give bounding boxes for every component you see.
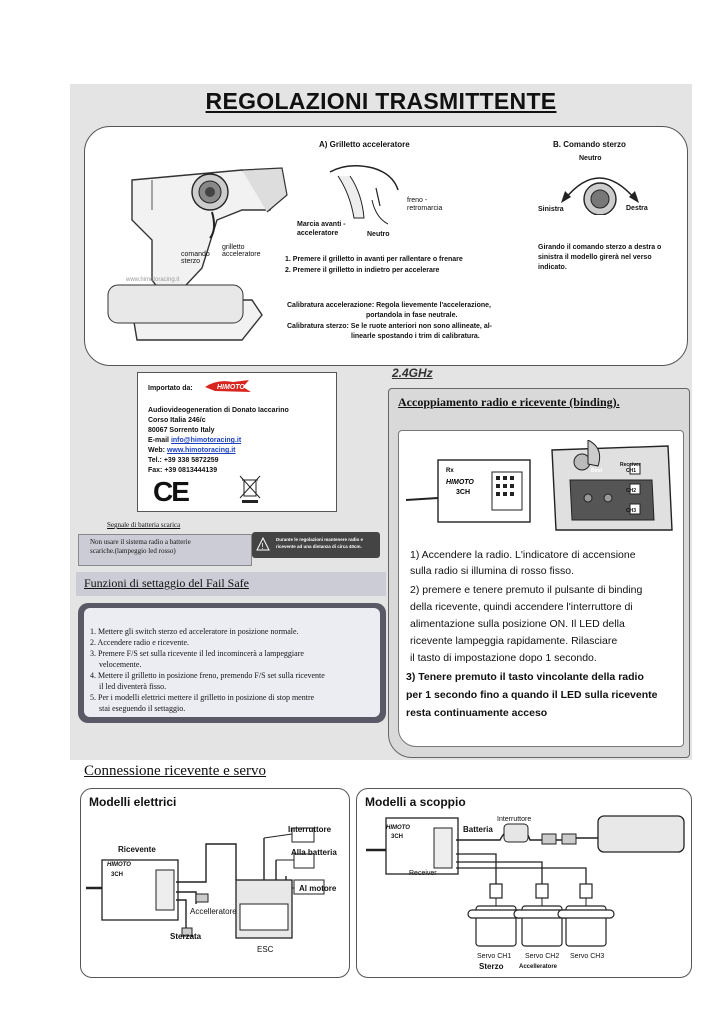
- badge-24ghz: 2.4GHz: [392, 366, 433, 380]
- importer-web-row: [148, 447, 236, 454]
- label-acceleratore-servo: Accelleratore: [519, 964, 558, 970]
- label-sterzata: Sterzata: [170, 932, 202, 941]
- rx-brand-electric: HIMOTO: [107, 862, 131, 868]
- label-servo-ch2: Servo CH2: [525, 953, 560, 960]
- bind-step2-e: il tasto di impostazione dopo 1 secondo.: [410, 652, 597, 664]
- failsafe-step-4b: il led diventerà fisso.: [99, 682, 167, 691]
- failsafe-step-5: 5. Per i modelli elettrici mettere il grilletto in posizione di stop mentre: [90, 693, 315, 702]
- himoto-logo: [203, 378, 253, 394]
- steer-note-2: sinistra il modello girerà nel verso: [538, 254, 652, 261]
- importer-line1: Audiovideogeneration di Donato Iaccarino: [148, 407, 289, 414]
- label-interruttore: Interruttore: [288, 825, 332, 834]
- bind-step3-c: resta continuamente acceso: [406, 707, 548, 719]
- page-title: REGOLAZIONI TRASMITTENTE: [205, 88, 557, 114]
- battery-text-1: Non usare il sistema radio a batterie: [90, 538, 191, 546]
- label-grilletto-acc: acceleratore: [222, 251, 261, 258]
- trigger-diagram: [318, 160, 418, 240]
- web-link[interactable]: www.himotoracing.it: [166, 447, 236, 454]
- importer-email-row: [148, 437, 241, 444]
- label-comando: comando: [181, 251, 210, 258]
- rx-brand-gas: HIMOTO: [386, 825, 410, 831]
- label-interruttore-gas: Interruttore: [497, 816, 532, 823]
- gas-title: Modelli a scoppio: [365, 795, 466, 809]
- bind-step3-b: per 1 secondo fino a quando il LED sulla ricevente: [406, 689, 658, 701]
- label-esc: ESC: [257, 945, 274, 954]
- label-marcia: Marcia avanti -: [297, 221, 346, 228]
- label-servo-ch3: Servo CH3: [570, 953, 605, 960]
- trigger-step-2: 2. Premere il grilletto in indietro per accelerare: [285, 267, 440, 274]
- label-sterzo-servo: Sterzo: [479, 962, 504, 971]
- watermark: www.himotoracing.it: [126, 277, 180, 283]
- bind-step2-a: 2) premere e tenere premuto il pulsante di binding: [410, 584, 643, 596]
- cal-accel-2: portandola in fase neutrale.: [366, 312, 458, 319]
- failsafe-step-4: 4. Mettere il grilletto in posizione freno, premendo F/S set sulla ricevente: [90, 671, 325, 680]
- failsafe-step-2: 2. Accendere radio e ricevente.: [90, 638, 190, 647]
- label-sterzo: sterzo: [181, 258, 201, 265]
- bind-label: Bind: [591, 468, 603, 474]
- svg-text:!: !: [261, 542, 264, 551]
- label-al-motore: Al motore: [299, 884, 337, 893]
- rx-ch-electric: 3CH: [111, 872, 124, 878]
- steer-sinistra: Sinistra: [538, 206, 564, 213]
- trigger-step-1: 1. Premere il grilletto in avanti per rallentare o frenare: [285, 256, 463, 263]
- svg-text:Rx: Rx: [446, 468, 454, 474]
- svg-text:HIMOTO: HIMOTO: [446, 479, 474, 486]
- transmitter-illustration: [92, 150, 292, 350]
- section-b-title: B. Comando sterzo: [553, 140, 626, 149]
- electric-title: Modelli elettrici: [89, 795, 177, 809]
- cal-accel-1: Calibratura accelerazione: Regola lievemente l'accelerazione,: [287, 302, 491, 309]
- importer-label: Importato da:: [148, 385, 193, 392]
- svg-text:3CH: 3CH: [456, 489, 471, 496]
- label-neutro: Neutro: [367, 231, 390, 238]
- label-retromarcia: retromarcia: [407, 205, 443, 212]
- bind-ch3: CH3: [626, 508, 637, 514]
- email-link[interactable]: info@himotoracing.it: [170, 437, 242, 444]
- cal-steer-1: Calibratura sterzo: Se le ruote anteriori non sono allineate, al-: [287, 323, 492, 330]
- importer-line2: Corso Italia 246/c: [148, 417, 206, 424]
- bind-step1-a: 1) Accendere la radio. L'indicatore di accensione: [410, 549, 636, 561]
- label-batteria: Batteria: [463, 825, 493, 834]
- bind-step3-a: 3) Tenere premuto il tasto vincolante della radio: [406, 671, 644, 683]
- bind-step2-c: alimentazione sulla posizione ON. Il LED della: [410, 618, 625, 630]
- binding-illustration: [406, 440, 678, 536]
- steer-neutro: Neutro: [579, 155, 602, 162]
- cal-steer-2: linearle spostando i trim di calibratura.: [351, 333, 480, 340]
- battery-title: Segnale di batteria scarica: [107, 521, 181, 529]
- failsafe-step-3: 3. Premere F/S set sulla ricevente il led incomincerà a lampeggiare: [90, 649, 304, 658]
- failsafe-step-5b: stai eseguendo il settaggio.: [99, 704, 186, 713]
- warning-text-2: ricevente ad una distanza di circa 40cm.: [276, 544, 362, 549]
- web-label: Web:: [148, 447, 167, 454]
- gas-wiring-diagram: [366, 810, 686, 960]
- bind-ch2: CH2: [626, 488, 637, 494]
- importer-tel: Tel.: +39 338 5872259: [148, 457, 219, 464]
- label-grilletto: grilletto: [222, 244, 245, 251]
- rx-ch-gas: 3CH: [391, 834, 404, 840]
- bind-step2-b: della ricevente, quindi accendere l'interruttore di: [410, 601, 633, 613]
- bind-receiver-label: Receiver: [620, 462, 641, 468]
- bind-step2-d: ricevente lampeggia rapidamente. Rilasciare: [410, 635, 618, 647]
- label-alla-batteria: Alla batteria: [291, 848, 337, 857]
- bind-ch1: CH1: [626, 468, 637, 474]
- failsafe-step-3b: velocemente.: [99, 660, 142, 669]
- label-freno: freno -: [407, 197, 428, 204]
- steer-note-1: Girando il comando sterzo a destra o: [538, 244, 662, 251]
- importer-line3: 80067 Sorrento Italy: [148, 427, 215, 434]
- failsafe-step-1: 1. Mettere gli switch sterzo ed acceleratore in posizione normale.: [90, 627, 299, 636]
- email-label: E-mail: [148, 437, 171, 444]
- label-servo-ch1: Servo CH1: [477, 953, 512, 960]
- svg-text:HIMOTO: HIMOTO: [217, 384, 245, 391]
- connections-title: Connessione ricevente e servo: [84, 763, 267, 779]
- label-ricevente: Ricevente: [118, 845, 156, 854]
- weee-bin-icon: [238, 474, 262, 504]
- section-a-title: A) Grilletto acceleratore: [319, 140, 410, 149]
- label-receiver: Receiver: [409, 870, 437, 877]
- failsafe-title: Funzioni di settaggio del Fail Safe: [84, 576, 249, 590]
- bind-step1-b: sulla radio si illumina di rosso fisso.: [410, 565, 574, 577]
- steer-destra: Destra: [626, 205, 648, 212]
- battery-text-2: scariche.(lampeggio led rosso): [90, 547, 176, 555]
- importer-fax: Fax: +39 0813444139: [148, 467, 218, 474]
- label-accelleratore: Accelleratore: [190, 907, 237, 916]
- label-marcia-acc: acceleratore: [297, 230, 339, 237]
- ce-mark: CE: [153, 476, 188, 507]
- warning-text-1: Durante le regolazioni mantenere radio e: [276, 537, 364, 542]
- binding-title: Accoppiamento radio e ricevente (binding).: [398, 395, 620, 409]
- steer-note-3: indicato.: [538, 264, 567, 271]
- warning-icon: [256, 537, 270, 551]
